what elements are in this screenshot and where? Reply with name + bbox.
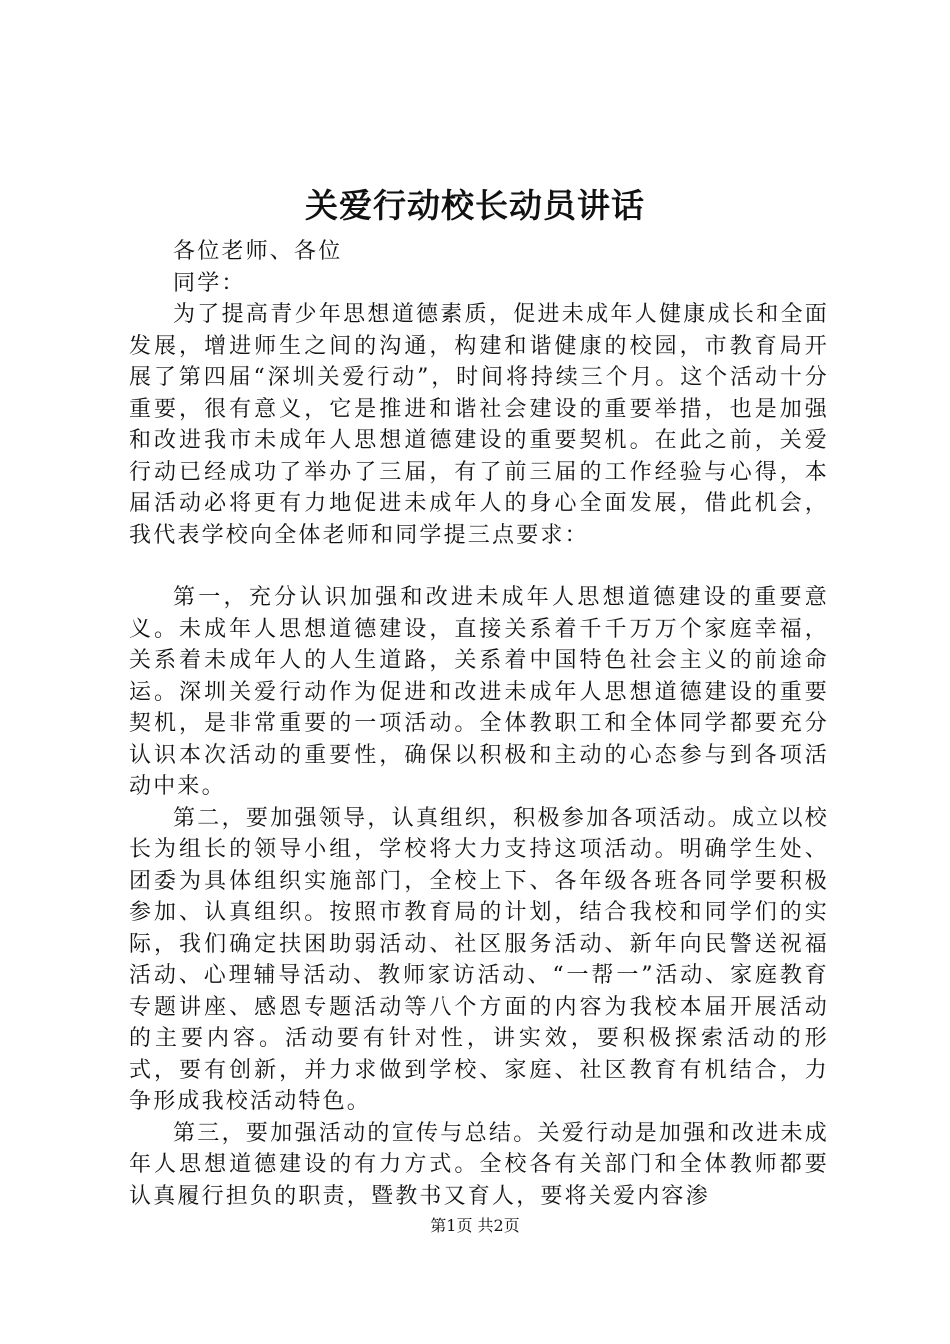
document-body [129,236,829,1212]
paragraph-spacer [129,551,829,582]
paragraph-first-point: 第一，充分认识加强和改进未成年人思想道德建设的重要意义。未成年人思想道德建设，直接关系着千千万万个家庭幸福，关系着未成年人的人生道路，关系着中国特色社会主义的前途命运。深圳关爱行动作为促进和改进未成年人思想道德建设的重要契机，是非常重要的一项活动。全体教职工和全体同学都要充分认识本次活动的重要性，确保以积极和主动的心态参与到各项活动中来。 [129,585,829,799]
paragraph-second-point: 第二，要加强领导，认真组织，积极参加各项活动。成立以校长为组长的领导小组，学校将大力支持这项活动。明确学生处、团委为具体组织实施部门，全校上下、各年级各班各同学要积极参加、认真组织。按照市教育局的计划，结合我校和同学们的实际，我们确定扶困助弱活动、社区服务活动、新年向民警送祝福活动、心理辅导活动、教师家访活动、“一帮一”活动、家庭教育专题讲座、感恩专题活动等八个方面的内容为我校本届开展活动的主要内容。活动要有针对性，讲实效，要积极探索活动的形式，要有创新，并力求做到学校、家庭、社区教育有机结合，力争形成我校活动特色。 [129,805,829,1114]
paragraph-third-point: 第三，要加强活动的宣传与总结。关爱行动是加强和改进未成年人思想道德建设的有力方式。全校各有关部门和全体教师都要认真履行担负的职责，暨教书又育人，要将关爱内容渗 [129,1120,829,1209]
document-title: 关爱行动校长动员讲话 [305,186,645,225]
paragraph-intro: 为了提高青少年思想道德素质，促进未成年人健康成长和全面发展，增进师生之间的沟通，构建和谐健康的校园，市教育局开展了第四届“深圳关爱行动”，时间将持续三个月。这个活动十分重要，很有意义，它是推进和谐社会建设的重要举措，也是加强和改进我市未成年人思想道德建设的重要契机。在此之前，关爱行动已经成功了举办了三届，有了前三届的工作经验与心得，本届活动必将更有力地促进未成年人的身心全面发展，借此机会，我代表学校向全体老师和同学提三点要求： [129,302,829,548]
salutation-line-2: 同学： [173,270,246,296]
salutation-line-1: 各位老师、各位 [173,239,343,264]
page-footer: 第1页 共2页 [430,1216,520,1235]
